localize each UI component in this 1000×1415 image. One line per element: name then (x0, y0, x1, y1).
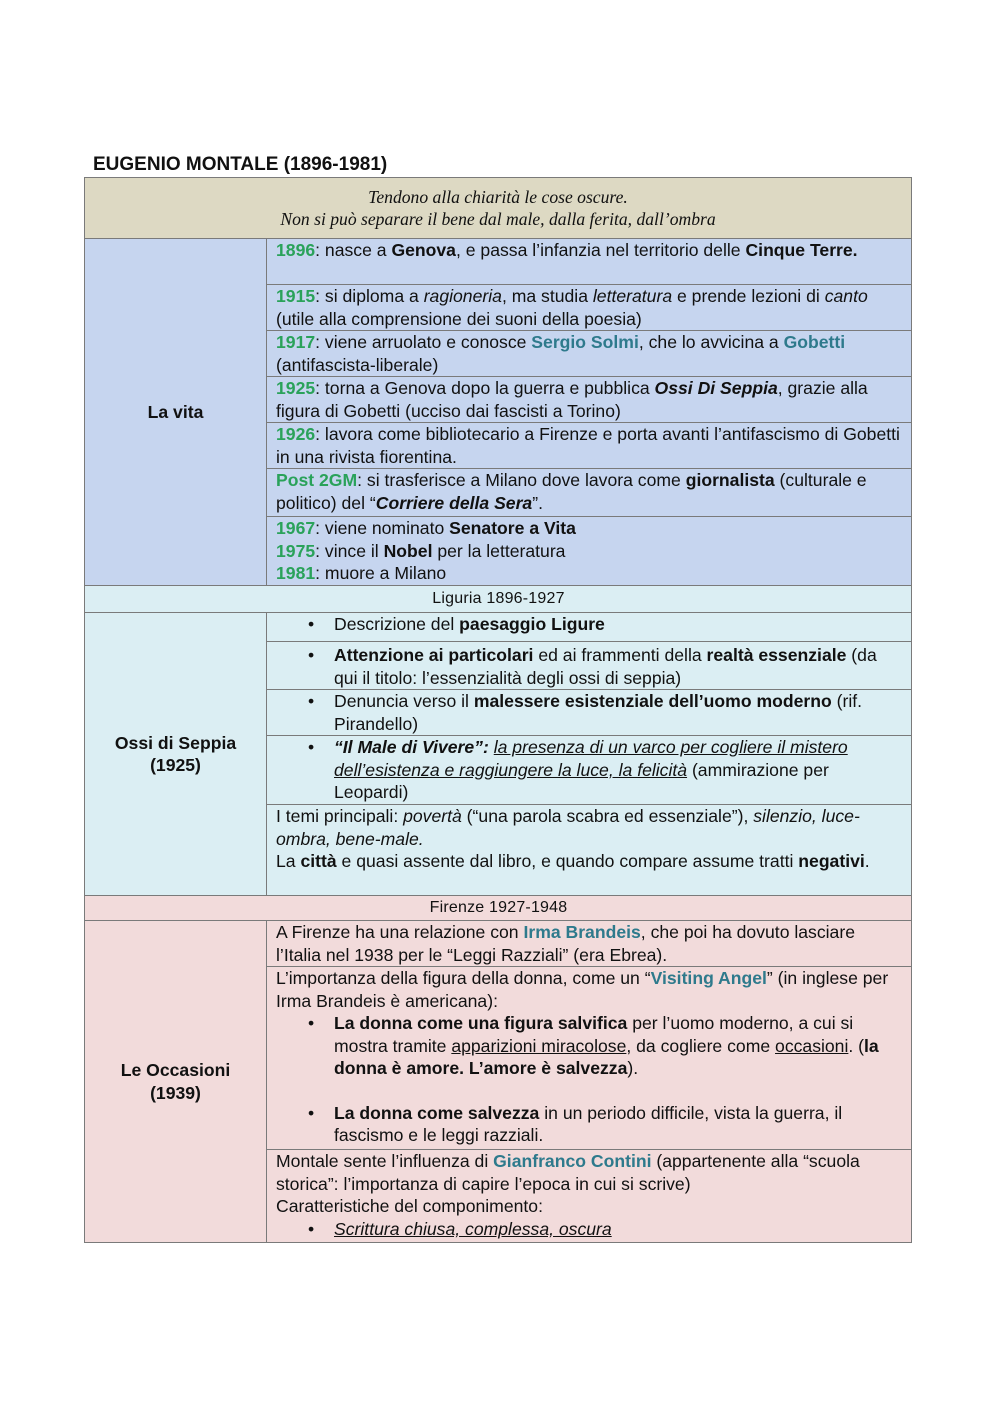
emphasis: letteratura (592, 286, 673, 306)
emphasis: ragioneria (423, 286, 502, 306)
text: : torna a Genova dopo la guerra e pubblica (315, 378, 655, 398)
underlined-text: la presenza di un varco per cogliere il mistero dell’esistenza e raggiungere la luce, la felicità (334, 737, 848, 780)
text: (da qui il titolo: l’essenzialità degli ossi di seppia) (334, 645, 877, 688)
donna-bullet-1 (276, 1012, 903, 1080)
text: Descrizione del (334, 614, 460, 634)
bullet-icon: • (308, 645, 315, 665)
text: , da cogliere come (626, 1035, 776, 1056)
highlight-term: Visiting Angel (650, 968, 767, 988)
period-row-firenze (85, 896, 912, 921)
emphasis: Nobel (383, 540, 433, 561)
year: 1917 (276, 332, 316, 352)
text: , e passa l’infanzia nel territorio delle (455, 240, 746, 260)
book-title: Ossi Di Seppia (654, 378, 778, 398)
line-1975 (276, 540, 903, 563)
text: La (276, 851, 301, 871)
text: (ammirazione per Leopardi) (334, 759, 829, 802)
ossi-title: Ossi di Seppia (114, 732, 237, 753)
emphasis: La donna come salvezza (334, 1102, 540, 1123)
ossi-year: (1925) (150, 755, 201, 775)
person-name: Sergio Solmi (531, 332, 639, 352)
document-title: EUGENIO MONTALE (1896-1981) (93, 154, 388, 175)
quote-row (85, 178, 912, 239)
text: I temi principali: (276, 806, 404, 826)
text: ” (in inglese per Irma Brandeis è americana): (276, 968, 889, 1011)
text: A Firenze ha una relazione con (276, 922, 524, 942)
text: : muore a Milano (315, 563, 447, 583)
vita-cell-1917 (267, 331, 912, 377)
year: 1925 (276, 378, 316, 398)
emphasis: città (300, 851, 337, 871)
quote-line-1: Tendono alla chiarità le cose oscure. (368, 186, 628, 207)
quote-cell (85, 178, 912, 239)
emphasis: Attenzione ai particolari (334, 645, 534, 665)
text: , grazie alla figura di Gobetti (ucciso dai fascisti a Torino) (276, 378, 868, 421)
vita-cell-post2gm (267, 469, 912, 517)
year: 1915 (276, 286, 316, 306)
year: 1896 (276, 240, 316, 260)
emphasis: realtà essenziale (706, 645, 847, 665)
occasioni-year: (1939) (150, 1082, 201, 1103)
bullet-icon: • (308, 737, 315, 757)
occasioni-cell-1 (267, 921, 912, 967)
emphasis: La donna come una figura salvifica (334, 1013, 628, 1033)
text: : nasce a (315, 240, 392, 260)
line-1981 (276, 562, 903, 585)
text: , ma studia (501, 286, 593, 306)
year: 1981 (276, 563, 316, 583)
occasioni-label (85, 921, 267, 1243)
emphasis: silenzio, luce-ombra, bene-male. (276, 806, 860, 849)
contini-line (276, 1150, 903, 1195)
bullet-icon: • (308, 1102, 315, 1123)
period-row-liguria (85, 586, 912, 613)
emphasis: la donna è amore. L’amore è salvezza (334, 1035, 879, 1078)
text: . ( (848, 1035, 865, 1056)
year: 1975 (276, 540, 316, 561)
occasioni-row-1 (85, 921, 912, 967)
montale-table (84, 177, 912, 1243)
emphasis: Senatore a Vita (449, 518, 576, 538)
text: ). (627, 1058, 639, 1078)
ossi-row-1 (85, 613, 912, 642)
text: : vince il (315, 540, 384, 561)
spacer (276, 1080, 903, 1102)
bullet-icon: • (308, 691, 315, 711)
text: (antifascista-liberale) (276, 354, 439, 375)
year: 1967 (276, 518, 316, 538)
text: . (864, 851, 870, 871)
text: per l’uomo moderno, a cui si mostra tramite (334, 1013, 854, 1056)
occasioni-title: Le Occasioni (120, 1060, 231, 1080)
text: : lavora come bibliotecario a Firenze e porta avanti l’antifascismo di Gobetti in una rivista fiorentina. (276, 424, 900, 467)
vita-cell-1896 (267, 239, 912, 285)
line-1967 (276, 517, 903, 540)
emphasis: povertà (403, 806, 462, 826)
period-liguria: Liguria 1896-1927 (85, 586, 912, 613)
text: : viene arruolato e conosce (315, 332, 532, 352)
year: 1926 (276, 424, 316, 444)
text: : viene nominato (315, 518, 450, 538)
vita-cell-1915 (267, 285, 912, 331)
bullet-icon: • (308, 1013, 315, 1033)
text: (utile alla comprensione dei suoni della poesia) (276, 308, 642, 329)
newspaper-title: Corriere della Sera (375, 492, 533, 513)
year: Post 2GM (276, 470, 358, 490)
ossi-label (85, 613, 267, 896)
text: : si trasferisce a Milano dove lavora come (357, 470, 686, 490)
emphasis: paesaggio Ligure (459, 614, 605, 634)
text: in un periodo difficile, vista la guerra, il fascismo e le leggi razziali. (334, 1102, 843, 1145)
text: (appartenente alla “scuola storica”: l’importanza di capire l’epoca in cui si scrive) (276, 1151, 860, 1194)
caratteristiche-line: Caratteristiche del componimento: (276, 1196, 543, 1216)
donna-intro (276, 967, 903, 1012)
ossi-bullet-4 (267, 736, 912, 805)
text: (rif. Pirandello) (334, 691, 863, 734)
underlined-text: occasioni (775, 1035, 849, 1056)
text: per la letteratura (432, 540, 566, 561)
text: (“una parola scabra ed essenziale”), (461, 806, 754, 826)
person-name: Gobetti (783, 332, 846, 352)
text: ”. (532, 492, 543, 513)
caratteristiche-bullet (276, 1218, 903, 1241)
emphasis: giornalista (685, 470, 775, 490)
ossi-bullet-1 (267, 613, 912, 642)
place: Cinque Terre. (745, 240, 858, 260)
occasioni-cell-2 (267, 967, 912, 1150)
ossi-temi (267, 805, 912, 896)
person-name: Gianfranco Contini (493, 1151, 652, 1171)
vita-cell-later (267, 517, 912, 586)
emphasis: canto (824, 286, 868, 306)
vita-label: La vita (85, 239, 267, 586)
ossi-bullet-3 (267, 690, 912, 736)
person-name: Irma Brandeis (523, 922, 641, 942)
emphasis: malessere esistenziale dell’uomo moderno (473, 691, 832, 711)
text: e quasi assente dal libro, e quando compare assume tratti (336, 851, 799, 871)
text: L’importanza della figura della donna, come un “ (276, 968, 651, 988)
text: , che lo avvicina a (638, 332, 784, 352)
occasioni-cell-3 (267, 1150, 912, 1243)
vita-cell-1925 (267, 377, 912, 423)
vita-cell-1926 (267, 423, 912, 469)
ossi-bullet-2 (267, 642, 912, 690)
text: : si diploma a (315, 286, 424, 306)
text: Montale sente l’influenza di (276, 1151, 494, 1171)
underlined-text: Scrittura chiusa, complessa, oscura (334, 1218, 612, 1239)
bullet-icon: • (308, 1218, 315, 1239)
period-firenze: Firenze 1927-1948 (85, 896, 912, 921)
bullet-icon: • (308, 614, 315, 634)
quote-line-2: Non si può separare il bene dal male, dalla ferita, dall’ombra (280, 209, 716, 229)
citta-line (276, 850, 903, 873)
quote-title: “Il Male di Vivere”: (334, 737, 489, 757)
text: Denuncia verso il (334, 691, 474, 711)
underlined-text: apparizioni miracolose (451, 1035, 627, 1056)
vita-row-1896 (85, 239, 912, 285)
temi-line (276, 805, 903, 850)
donna-bullet-2 (276, 1102, 903, 1147)
text: ed ai frammenti della (533, 645, 707, 665)
city: Genova (391, 240, 456, 260)
emphasis: negativi (798, 851, 865, 871)
text: , che poi ha dovuto lasciare l’Italia nel 1938 per le “Leggi Razziali” (era Ebrea). (276, 922, 855, 965)
text: (culturale e politico) del “ (276, 470, 867, 513)
text: e prende lezioni di (672, 286, 825, 306)
